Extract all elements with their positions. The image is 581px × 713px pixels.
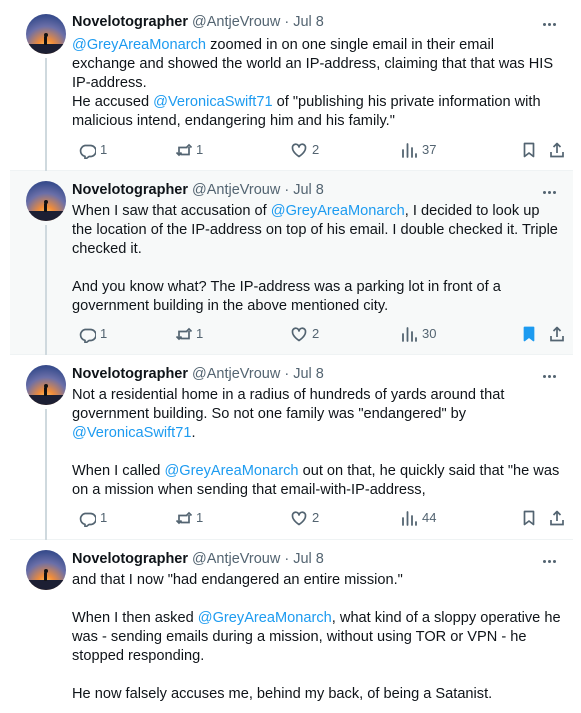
reply-count: 1 [100,326,108,341]
tweet-header [72,14,324,30]
share-icon [548,509,566,527]
retweet-count: 1 [196,142,204,157]
tweet-text-segment: , what kind of a sloppy operative he was - sending emails during a mission, without using TOR or VPN - he stopped responding. [72,610,561,664]
tweet-text-segment: And you know what? The IP-address was a parking lot in front of a government building in the above mentioned city. [72,279,501,314]
tweet-paragraph [72,36,561,131]
avatar[interactable] [26,14,66,54]
conversation-thread [10,0,573,713]
share-button[interactable] [548,141,566,159]
thread-connector-line [45,409,47,540]
tweet[interactable] [10,171,573,355]
tweet-actions [72,325,555,345]
like-button[interactable] [290,141,319,159]
reply-count: 1 [100,510,108,525]
avatar[interactable] [26,550,66,590]
tweet-text [72,571,561,704]
tweet-paragraph [72,278,561,316]
reply-button[interactable] [78,325,107,343]
tweet-header [72,366,324,382]
tweet-paragraph [72,609,561,666]
views-icon [400,325,418,343]
tweet-text-segment: zoomed in on one single email in their email exchange and showed the world an IP-address, claiming that that was HIS IP-address. [72,37,554,91]
tweet-header [72,182,324,198]
more-icon[interactable] [539,554,559,568]
views-icon [400,141,418,159]
tweet-paragraph [72,571,561,590]
mention-link[interactable]: @VeronicaSwift71 [72,425,192,441]
reply-button[interactable] [78,509,107,527]
tweet-text-segment: out on that, he quickly said that "he was on a mission when sending that email-with-IP-address, [72,463,560,498]
tweet-text [72,36,561,131]
separator-dot: · [284,551,290,567]
share-icon [548,141,566,159]
reply-count: 1 [100,142,108,157]
tweet-text-segment: of "publishing his private information with malicious intend, endangering him and his family." [72,94,541,129]
mention-link[interactable]: @GreyAreaMonarch [164,463,299,479]
tweet-text [72,386,561,500]
retweet-count: 1 [196,510,204,525]
tweet-text-segment: He accused [72,94,154,110]
tweet-text [72,202,561,316]
tweet-text-segment: , I decided to look up the location of the IP-address on top of his email. I double checked it. Triple checked it. [72,203,558,257]
separator-dot: · [284,14,290,30]
views-count: 44 [422,510,437,525]
tweet-date[interactable]: Jul 8 [293,366,324,382]
like-icon [290,325,308,343]
bookmark-button[interactable] [520,141,538,159]
like-count: 2 [312,510,320,525]
retweet-button[interactable] [174,509,203,527]
views-button[interactable] [400,509,436,527]
tweet[interactable] [10,355,573,540]
more-icon[interactable] [539,17,559,31]
tweet-paragraph [72,386,561,443]
tweet-text-segment: . [191,425,196,441]
tweet-date[interactable]: Jul 8 [293,14,324,30]
reply-button[interactable] [78,141,107,159]
author-handle[interactable]: @AntjeVrouw [192,551,281,567]
retweet-count: 1 [196,326,204,341]
tweet-text-segment: He now falsely accuses me, behind my back, of being a Satanist. [72,686,493,702]
tweet-text-segment: and that I now "had endangered an entire mission." [72,572,403,588]
retweet-button[interactable] [174,141,203,159]
share-icon [548,325,566,343]
views-button[interactable] [400,141,436,159]
bookmark-button[interactable] [520,325,538,343]
more-icon[interactable] [539,185,559,199]
bookmark-button[interactable] [520,509,538,527]
mention-link[interactable]: @GreyAreaMonarch [270,203,405,219]
share-button[interactable] [548,325,566,343]
author-name[interactable]: Novelotographer [72,366,189,382]
author-handle[interactable]: @AntjeVrouw [192,182,281,198]
thread-connector-line [45,58,47,171]
author-name[interactable]: Novelotographer [72,182,189,198]
reply-icon [78,141,96,159]
tweet[interactable] [10,540,573,713]
views-count: 37 [422,142,437,157]
mention-link[interactable]: @GreyAreaMonarch [197,610,332,626]
tweet-date[interactable]: Jul 8 [293,182,324,198]
tweet[interactable] [10,0,573,171]
author-name[interactable]: Novelotographer [72,551,189,567]
separator-dot: · [284,366,290,382]
mention-link[interactable]: @GreyAreaMonarch [72,37,207,53]
tweet-paragraph [72,462,561,500]
tweet-header [72,551,324,567]
tweet-text-segment: When I saw that accusation of [72,203,271,219]
views-icon [400,509,418,527]
tweet-paragraph [72,202,561,259]
bookmark-icon [520,141,538,159]
more-icon[interactable] [539,369,559,383]
retweet-icon [174,509,192,527]
bookmark-icon [520,509,538,527]
mention-link[interactable]: @VeronicaSwift71 [153,94,273,110]
like-count: 2 [312,326,320,341]
author-name[interactable]: Novelotographer [72,14,189,30]
tweet-date[interactable]: Jul 8 [293,551,324,567]
like-icon [290,141,308,159]
tweet-text-segment: When I called [72,463,165,479]
views-count: 30 [422,326,437,341]
bookmark-icon [520,325,538,343]
retweet-icon [174,141,192,159]
tweet-text-segment: When I then asked [72,610,198,626]
tweet-paragraph [72,685,561,704]
tweet-actions [72,141,555,161]
like-count: 2 [312,142,320,157]
thread-connector-line [45,225,47,355]
retweet-button[interactable] [174,325,203,343]
retweet-icon [174,325,192,343]
reply-icon [78,509,96,527]
avatar[interactable] [26,181,66,221]
like-button[interactable] [290,509,319,527]
tweet-text-segment: Not a residential home in a radius of hundreds of yards around that government building. So not one family was "endangered" by [72,387,505,422]
views-button[interactable] [400,325,436,343]
author-handle[interactable]: @AntjeVrouw [192,14,281,30]
like-button[interactable] [290,325,319,343]
reply-icon [78,325,96,343]
share-button[interactable] [548,509,566,527]
like-icon [290,509,308,527]
avatar[interactable] [26,365,66,405]
tweet-actions [72,509,555,529]
author-handle[interactable]: @AntjeVrouw [192,366,281,382]
separator-dot: · [284,182,290,198]
